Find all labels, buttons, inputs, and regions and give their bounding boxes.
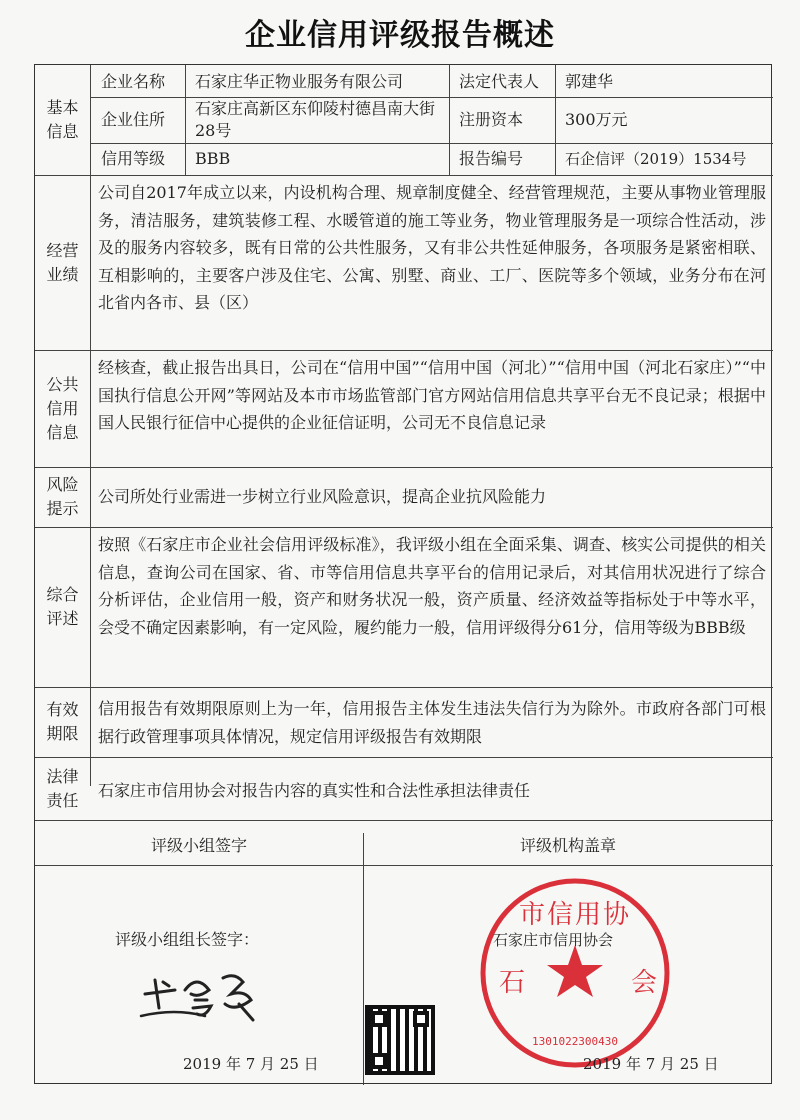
section-label-performance: 经营 业绩 bbox=[46, 240, 79, 284]
report-no-label: 报告编号 bbox=[459, 149, 524, 168]
grade-label: 信用等级 bbox=[101, 149, 166, 168]
divider bbox=[35, 350, 773, 351]
qr-code bbox=[365, 1005, 435, 1075]
public-credit-text: 经核查，截止报告出具日，公司在“信用中国”“信用中国（河北）”“信用中国（河北石家庄）”“中国执行信息公开网”等网站及本市市场监管部门官方网站信用信息共享平台无不良记录；根据中国人民银行征信中心提供的企业征信证明，公司无不良信息记录 bbox=[98, 358, 766, 432]
section-label-public-credit: 公共 信用 信息 bbox=[46, 374, 79, 442]
divider bbox=[35, 865, 773, 866]
divider bbox=[90, 143, 773, 144]
agency-seal bbox=[475, 873, 675, 1073]
section-label-validity: 有效 期限 bbox=[46, 700, 79, 743]
capital-value: 300万元 bbox=[565, 110, 628, 129]
divider bbox=[35, 687, 773, 688]
page-title: 企业信用评级报告概述 bbox=[245, 18, 555, 53]
address-label: 企业住所 bbox=[101, 110, 166, 129]
divider bbox=[449, 65, 450, 175]
liability-text: 石家庄市信用协会对报告内容的真实性和合法性承担法律责任 bbox=[98, 781, 531, 800]
divider bbox=[185, 65, 186, 175]
svg-text:1301022300430: 1301022300430 bbox=[531, 1035, 619, 1048]
divider bbox=[35, 175, 773, 176]
report-no-value: 石企信评（2019）1534号 bbox=[565, 150, 747, 168]
address-value: 石家庄高新区东仰陵村德昌南大街28号 bbox=[195, 99, 436, 140]
handwritten-signature bbox=[135, 960, 305, 1030]
divider bbox=[363, 833, 364, 1085]
company-name-value: 石家庄华正物业服务有限公司 bbox=[195, 72, 404, 91]
leader-signature-label: 评级小组组长签字： bbox=[115, 930, 260, 949]
divider bbox=[90, 65, 91, 786]
agency-name: 石家庄市信用协会 bbox=[493, 931, 614, 949]
grade-value: BBB bbox=[195, 149, 231, 168]
divider bbox=[35, 527, 773, 528]
left-date: 2019 年 7 月 25 日 bbox=[183, 1055, 319, 1073]
divider bbox=[35, 757, 773, 758]
team-signature-header: 评级小组签字 bbox=[150, 836, 247, 855]
svg-text:市信用协: 市信用协 bbox=[518, 900, 632, 930]
legal-rep-value: 郭建华 bbox=[565, 72, 614, 91]
legal-rep-label: 法定代表人 bbox=[459, 72, 540, 91]
agency-seal-header: 评级机构盖章 bbox=[519, 836, 616, 855]
divider bbox=[35, 467, 773, 468]
divider bbox=[555, 65, 556, 175]
section-label-liability: 法律 责任 bbox=[46, 766, 79, 810]
performance-text: 公司自2017年成立以来，内设机构合理、规章制度健全、经营管理规范，主要从事物业管理服务，清洁服务，建筑装修工程、水暖管道的施工等业务，物业管理服务是一项综合性活动，涉及的服务内容较多，既有日常的公共性服务，又有非公共性延伸服务，各项服务是紧密相联、互相影响的，主要客户涉及住宅、公寓、别墅、商业、工厂、医院等多个领域，业务分布在河北省内各市、县（区） bbox=[98, 183, 766, 312]
svg-text:石: 石 bbox=[499, 968, 526, 998]
svg-text:会: 会 bbox=[631, 968, 658, 998]
report-table bbox=[34, 64, 772, 1084]
company-name-label: 企业名称 bbox=[101, 72, 166, 91]
capital-label: 注册资本 bbox=[459, 110, 524, 129]
risk-text: 公司所处行业需进一步树立行业风险意识，提高企业抗风险能力 bbox=[98, 487, 547, 506]
validity-text: 信用报告有效期限原则上为一年，信用报告主体发生违法失信行为为除外。市政府各部门可根据行政管理事项具体情况，规定信用评级报告有效期限 bbox=[98, 699, 766, 746]
evaluation-text: 按照《石家庄市企业社会信用评级标准》，我评级小组在全面采集、调查、核实公司提供的相关信息，查询公司在国家、省、市等信用信息共享平台的信用记录后，对其信用状况进行了综合分析评估，企业信用一般，资产和财务状况一般，资产质量、经济效益等指标处于中等水平，会受不确定因素影响，有一定风险，履约能力一般，信用评级得分61分，信用等级为BBB级 bbox=[98, 535, 766, 637]
right-date: 2019 年 7 月 25 日 bbox=[583, 1055, 719, 1073]
section-label-evaluation: 综合 评述 bbox=[46, 585, 79, 628]
section-label-risk: 风险 提示 bbox=[46, 475, 79, 518]
divider bbox=[35, 820, 773, 821]
section-label-basic: 基本 信息 bbox=[46, 98, 79, 141]
